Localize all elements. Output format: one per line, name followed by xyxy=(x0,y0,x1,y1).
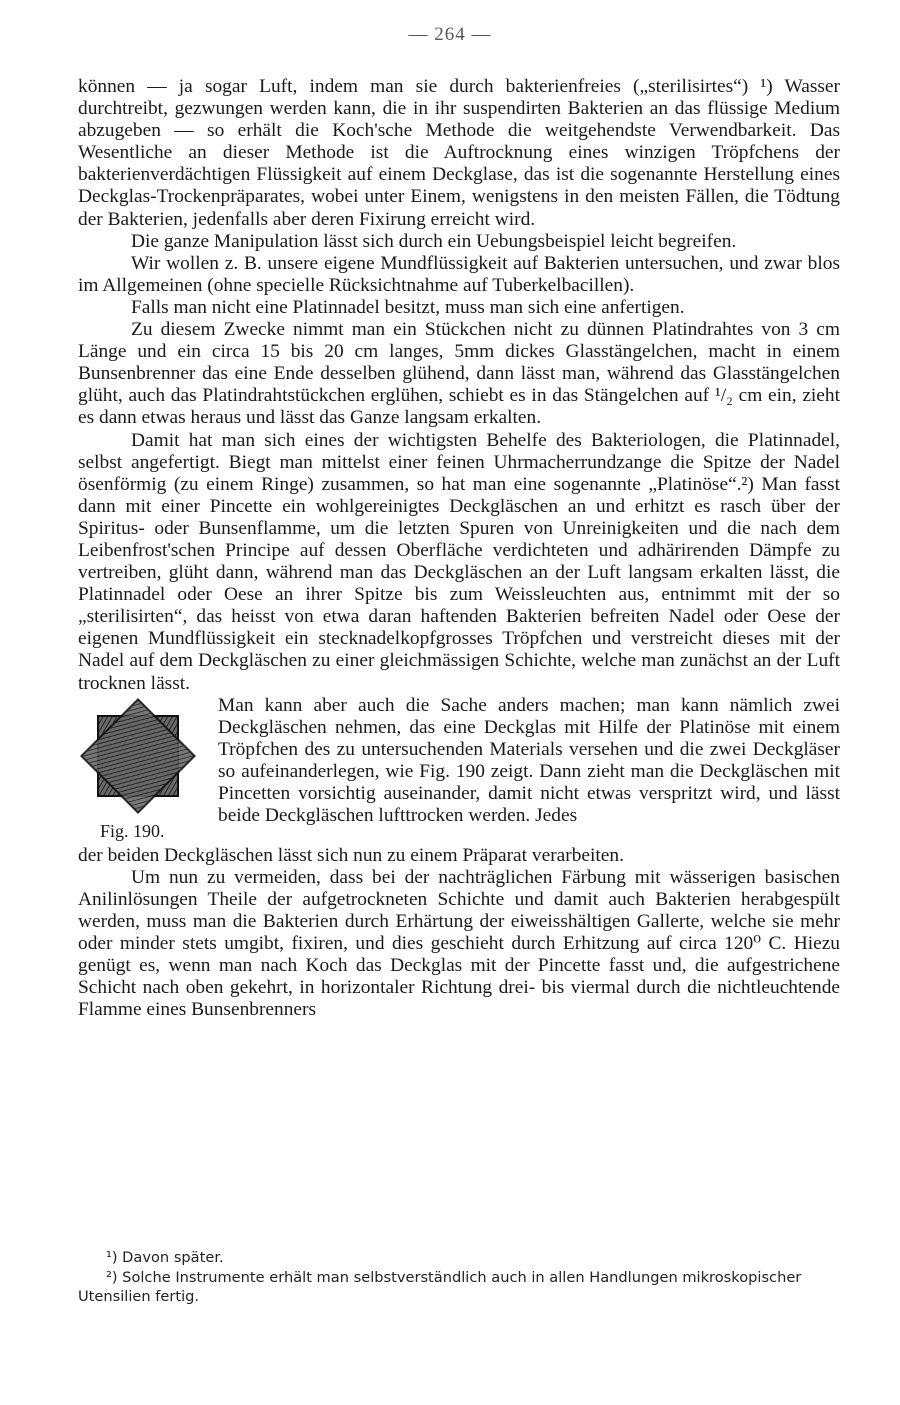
cover-glass-illustration xyxy=(78,695,198,817)
main-text xyxy=(78,76,840,1021)
paragraph-7-continued: der beiden Deckgläschen lässt sich nun zu einem Präparat verarbeiten. xyxy=(78,844,624,866)
paragraph-5: Zu diesem Zwecke nimmt man ein Stückchen nicht zu dünnen Platindrahtes von 3 cm Länge und ein circa 15 bis 20 cm langes, 5mm dickes Glasstängelchen, macht in einem Bunsenbrenner das eine Ende desselben glühend, dann lässt man, während das Glasstängelchen glüht, auch das Platindrahtstückchen erglühen, schiebt es in das Stängelchen auf ¹/₂ cm ein, zieht es dann etwas heraus und lässt das Ganze langsam erkalten. xyxy=(78,319,840,429)
paragraph-1: können — ja sogar Luft, indem man sie durch bakterienfreies („sterilisirtes“) ¹) Wasser durchtreibt, gezwungen werden kann, die in ihr suspendirten Bakterien an das flüssige Medium abzugeben — so erhält die Koch'sche Methode die weitgehendste Verwendbarkeit. Das Wesentliche an dieser Methode ist die Auftrocknung eines winzigen Tröpfchens der bakterienverdächtigen Flüssigkeit auf einem Deckglase, das ist die sogenannte Herstellung eines Deckglas-Trockenpräparates, wobei unter Einem, wenigstens in den meisten Fällen, die Tödtung der Bakterien, jedenfalls aber deren Fixirung erreicht wird. xyxy=(78,76,840,230)
footnote-1: ¹) Davon später. xyxy=(106,1249,224,1266)
page-number: — 264 — xyxy=(408,24,492,45)
figure-190 xyxy=(78,695,218,845)
paragraph-8: Um nun zu vermeiden, dass bei der nachträglichen Färbung mit wässerigen basischen Anilinlösungen Theile der aufgetrockneten Schichte und damit auch Bakterien herabgespült werden, muss man die Bakterien durch Erhärtung der eiweisshältigen Gallerte, welche sie mehr oder minder stets umgibt, fixiren, und dies geschieht durch Erhitzung auf circa 120⁰ C. Hiezu genügt es, wenn man nach Koch das Deckglas mit der Pincette fasst und, die aufgestrichene Schicht nach oben gekehrt, in horizontaler Richtung drei- bis viermal durch die nichtleuchtende Flamme eines Bunsenbrenners xyxy=(78,866,840,1021)
figure-side-text xyxy=(218,695,840,845)
figure-block xyxy=(78,695,840,845)
footnotes xyxy=(78,1248,840,1307)
paragraph-4: Falls man nicht eine Platinnadel besitzt, muss man sich eine anfertigen. xyxy=(131,296,685,318)
paragraph-6: Damit hat man sich eines der wichtigsten Behelfe des Bakteriologen, die Platinnadel, selbst angefertigt. Biegt man mittelst einer feinen Uhrmacherrundzange die Spitze der Nadel ösenförmig (zu einem Ringe) zusammen, so hat man eine sogenannte „Platinöse“.²) Man fasst dann mit einer Pincette ein wohlgereinigtes Deckgläschen an und erhitzt es rasch über der Spiritus- oder Bunsenflamme, um die letzten Spuren von Unreinigkeiten und die nach dem Leibenfrost'schen Principe auf dessen Oberfläche verdichteten und adhärirenden Dämpfe zu vertreiben, glüht dann, während man das Deckgläschen an der Luft langsam erkalten lässt, die Platinnadel oder Oese an ihrer Spitze bis zum Weissleuchten aus, entnimmt mit der so „sterilisirten“, das heisst von etwa daran haftenden Bakterien befreiten Nadel oder Oese der eigenen Mundflüssigkeit ein stecknadelkopfgrosses Tröpfchen und verstreicht dieses mit der Nadel auf dem Deckgläschen zu einer gleichmässigen Schichte, welche man zunächst an der Luft trocknen lässt. xyxy=(78,429,840,694)
paragraph-3: Wir wollen z. B. unsere eigene Mundflüssigkeit auf Bakterien untersuchen, und zwar blos im Allgemeinen (ohne specielle Rücksichtnahme auf Tuberkelbacillen). xyxy=(78,252,840,296)
figure-caption: Fig. 190. xyxy=(100,820,165,841)
paragraph-2: Die ganze Manipulation lässt sich durch ein Uebungsbeispiel leicht begreifen. xyxy=(131,230,737,252)
footnote-2: ²) Solche Instrumente erhält man selbstverständlich auch in allen Handlungen mikroskopischer Utensilien fertig. xyxy=(78,1268,802,1305)
paragraph-7: Man kann aber auch die Sache anders machen; man kann nämlich zwei Deckgläschen nehmen, das eine Deckglas mit Hilfe der Platinöse mit einem Tröpfchen des zu untersuchenden Materials versehen und die zwei Deckgläser so aufeinanderlegen, wie Fig. 190 zeigt. Dann zieht man die Deckgläschen mit Pincetten vorsichtig auseinander, damit nicht etwas verspritzt wird, und lässt beide Deckgläschen lufttrocken werden. Jedes xyxy=(218,694,840,827)
